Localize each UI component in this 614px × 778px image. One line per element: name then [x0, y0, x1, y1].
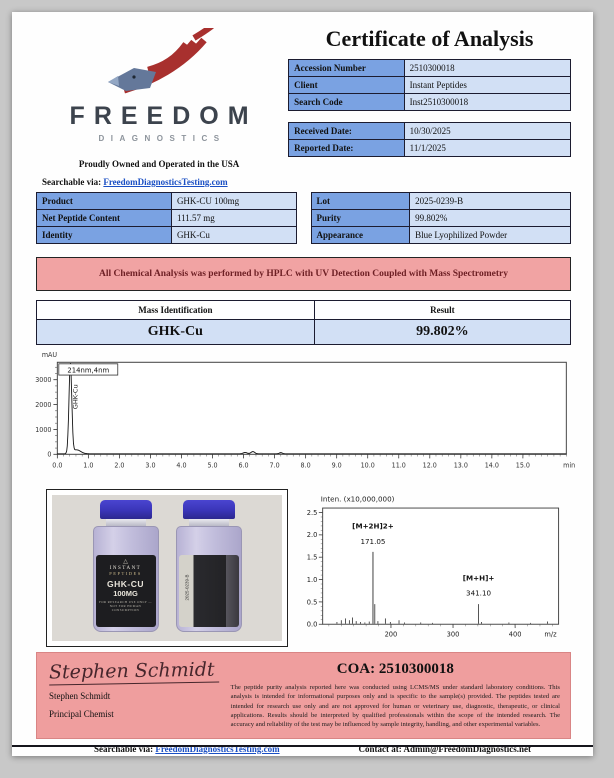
vial-photo — [52, 495, 282, 641]
product-photo-panel — [46, 489, 288, 647]
eagle-flag-logo-icon — [94, 28, 224, 100]
svg-text:15.0: 15.0 — [515, 461, 530, 470]
table-row — [289, 60, 571, 77]
chemist-role: Principal Chemist — [49, 709, 114, 719]
brand-block — [36, 24, 282, 187]
table-row — [289, 77, 571, 94]
hplc-svg — [20, 349, 585, 487]
table-row — [289, 94, 571, 111]
vial-brand-bottom: PEPTIDES — [109, 571, 142, 576]
vial-product-name: GHK-CU — [107, 579, 144, 589]
media-row — [36, 489, 571, 649]
appearance-value: Blue Lyophilized Powder — [410, 227, 571, 244]
reported-date-label: Reported Date: — [289, 140, 405, 157]
vial-fine-print: FOR RESEARCH USE ONLY — NOT FOR HUMAN CONSUMPTION — [99, 600, 152, 612]
page-title: Certificate of Analysis — [325, 26, 534, 51]
table-row — [37, 210, 297, 227]
svg-text:1.0: 1.0 — [83, 461, 94, 470]
accession-label: Accession Number — [289, 60, 405, 77]
footer-searchable-link[interactable]: FreedomDiagnosticsTesting.com — [155, 743, 280, 754]
result-value: 99.802% — [314, 320, 570, 345]
vial-front — [89, 500, 163, 634]
mass-id-header: Mass Identification — [37, 301, 315, 320]
vial-cap — [183, 500, 235, 519]
table-row — [289, 140, 571, 157]
page-bottom-rule — [12, 745, 593, 747]
svg-text:2.0: 2.0 — [114, 461, 125, 470]
svg-text:0.5: 0.5 — [306, 598, 318, 607]
chemist-name: Stephen Schmidt — [49, 691, 111, 701]
product-label: Product — [37, 193, 172, 210]
footer-contact: Contact at: Admin@FreedomDiagnostics.net — [358, 743, 531, 754]
svg-text:341.10: 341.10 — [466, 588, 492, 598]
svg-text:1000: 1000 — [35, 425, 52, 434]
svg-text:m/z: m/z — [544, 630, 557, 639]
vial-lot-text: 2025-0239-B — [184, 574, 189, 601]
coa-block — [219, 660, 560, 730]
lot-label: Lot — [311, 193, 410, 210]
svg-text:2.0: 2.0 — [306, 531, 318, 540]
table-row — [37, 301, 571, 320]
vial-neck — [189, 519, 229, 526]
svg-text:14.0: 14.0 — [484, 461, 499, 470]
svg-text:12.0: 12.0 — [422, 461, 437, 470]
searchable-link[interactable]: FreedomDiagnosticsTesting.com — [103, 177, 228, 187]
coa-number: COA: 2510300018 — [336, 661, 454, 677]
svg-text:11.0: 11.0 — [391, 461, 406, 470]
svg-text:400: 400 — [508, 630, 522, 639]
vial-glass — [93, 526, 159, 632]
lot-table — [311, 192, 572, 244]
table-row — [37, 227, 297, 244]
hplc-chromatogram-chart — [20, 349, 585, 487]
search-code-label: Search Code — [289, 94, 405, 111]
mass-identification-table — [36, 300, 571, 345]
svg-text:13.0: 13.0 — [453, 461, 468, 470]
svg-text:171.05: 171.05 — [360, 536, 386, 546]
search-code-value: Inst2510300018 — [404, 94, 570, 111]
vial-strength: 100MG — [113, 589, 138, 598]
signature-script: Stephen Schmidt — [49, 659, 219, 686]
method-banner: All Chemical Analysis was performed by HPLC with UV Detection Coupled with Mass Spectrometry — [36, 257, 571, 291]
svg-text:1.5: 1.5 — [306, 553, 318, 562]
svg-text:3.0: 3.0 — [145, 461, 156, 470]
accession-table — [288, 59, 571, 111]
svg-text:7.0: 7.0 — [269, 461, 280, 470]
accession-value: 2510300018 — [404, 60, 570, 77]
brand-name: FREEDOM — [69, 102, 258, 130]
table-row — [289, 123, 571, 140]
svg-text:[M+2H]2+: [M+2H]2+ — [352, 521, 394, 531]
received-date-value: 10/30/2025 — [404, 123, 570, 140]
svg-text:mAU: mAU — [41, 351, 58, 360]
svg-text:3000: 3000 — [35, 375, 52, 385]
purity-value: 99.802% — [410, 210, 571, 227]
table-row — [311, 227, 571, 244]
purity-label: Purity — [311, 210, 410, 227]
vial-front-label — [96, 555, 156, 627]
product-table — [36, 192, 297, 244]
vial-back-label — [179, 555, 239, 627]
product-value: GHK-CU 100mg — [171, 193, 296, 210]
header — [36, 24, 571, 187]
received-date-label: Received Date: — [289, 123, 405, 140]
vial-back — [172, 500, 246, 634]
svg-text:min: min — [563, 461, 576, 470]
net-peptide-value: 111.57 mg — [171, 210, 296, 227]
svg-text:2.5: 2.5 — [306, 508, 318, 517]
vial-glass — [176, 526, 242, 632]
certificate-page — [12, 12, 593, 756]
client-value: Instant Peptides — [404, 77, 570, 94]
dates-table — [288, 122, 571, 157]
svg-text:10.0: 10.0 — [360, 461, 375, 470]
svg-text:0: 0 — [47, 450, 52, 459]
identity-value: GHK-Cu — [171, 227, 296, 244]
instant-peptides-logo-icon: △ — [123, 559, 128, 565]
svg-text:4.0: 4.0 — [176, 461, 187, 470]
svg-text:214nm,4nm: 214nm,4nm — [67, 365, 110, 375]
svg-text:5.0: 5.0 — [207, 461, 218, 470]
result-header: Result — [314, 301, 570, 320]
searchable-prefix: Searchable via: — [42, 177, 102, 187]
vial-neck — [106, 519, 146, 526]
header-right — [282, 24, 571, 187]
svg-text:0.0: 0.0 — [52, 461, 63, 470]
reported-date-value: 11/1/2025 — [404, 140, 570, 157]
vial-brand-top: INSTANT — [109, 566, 142, 571]
mass-id-value: GHK-Cu — [37, 320, 315, 345]
table-row — [311, 210, 571, 227]
brand-subname: DIAGNOSTICS — [98, 134, 226, 143]
table-row — [311, 193, 571, 210]
svg-text:[M+H]+: [M+H]+ — [462, 573, 495, 583]
mass-spectrum-chart — [294, 489, 571, 649]
svg-text:300: 300 — [446, 630, 460, 639]
svg-text:Inten. (x10,000,000): Inten. (x10,000,000) — [320, 494, 395, 504]
ms-svg — [294, 489, 571, 649]
table-row — [37, 320, 571, 345]
client-label: Client — [289, 77, 405, 94]
svg-text:GHK-Cu: GHK-Cu — [71, 384, 80, 410]
svg-text:2000: 2000 — [35, 400, 52, 409]
brand-tagline: Proudly Owned and Operated in the USA — [78, 159, 240, 169]
table-row — [37, 193, 297, 210]
lot-value: 2025-0239-B — [410, 193, 571, 210]
signature-block — [49, 660, 219, 730]
disclaimer-text: The peptide purity analysis reported here was conducted using LCMS/MS under standard laboratory conditions. This analysis is intended for informational purposes only and is specific to the sample(s) provided. The peptides tested are intended for research use only and are not approved for human or veterinary use, diagnostic, therapeutic, or clinical applications. Results should be interpreted by qualified professionals within the scope of the intended research. The accuracy and reliability of the test may be influenced by sample integrity, handling, and other experimental variables. — [230, 684, 560, 729]
vial-cap — [100, 500, 152, 519]
svg-text:9.0: 9.0 — [331, 461, 342, 470]
net-peptide-label: Net Peptide Content — [37, 210, 172, 227]
appearance-label: Appearance — [311, 227, 410, 244]
product-lot-row — [36, 192, 571, 244]
svg-text:6.0: 6.0 — [238, 461, 249, 470]
identity-label: Identity — [37, 227, 172, 244]
svg-text:200: 200 — [384, 630, 398, 639]
svg-text:0.0: 0.0 — [306, 620, 318, 629]
signature-panel — [36, 652, 571, 739]
searchable-line — [36, 177, 282, 187]
svg-text:8.0: 8.0 — [300, 461, 311, 470]
svg-text:1.0: 1.0 — [306, 575, 318, 584]
footer-searchable-prefix: Searchable via: — [94, 743, 154, 754]
